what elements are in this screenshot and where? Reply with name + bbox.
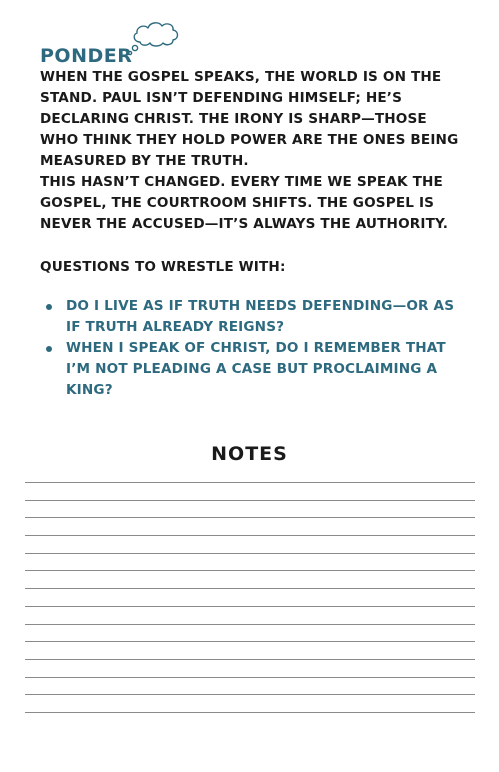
note-line bbox=[25, 712, 475, 713]
note-line bbox=[25, 606, 475, 607]
note-line bbox=[25, 535, 475, 536]
ponder-heading-row bbox=[40, 44, 132, 68]
ponder-paragraph-1: WHEN THE GOSPEL SPEAKS, THE WORLD IS ON THE STAND. PAUL ISN’T DEFENDING HIMSELF; HE’S DECLARING CHRIST. THE IRONY IS SHARP—THOSE WHO THINK THEY HOLD POWER ARE THE ONES BEING MEASURED BY THE TRUTH. bbox=[40, 69, 459, 169]
question-item bbox=[46, 338, 466, 401]
note-line bbox=[25, 553, 475, 554]
note-line bbox=[25, 570, 475, 571]
note-line bbox=[25, 694, 475, 695]
thought-cloud-icon bbox=[126, 18, 182, 58]
note-line bbox=[25, 624, 475, 625]
note-line bbox=[25, 482, 475, 483]
ponder-paragraph-2: THIS HASN’T CHANGED. EVERY TIME WE SPEAK THE GOSPEL, THE COURTROOM SHIFTS. THE GOSPEL IS NEVER THE ACCUSED—IT’S ALWAYS THE AUTHORITY. bbox=[40, 174, 449, 232]
question-text: DO I LIVE AS IF TRUTH NEEDS DEFENDING—OR AS IF TRUTH ALREADY REIGNS? bbox=[66, 298, 455, 335]
note-line bbox=[25, 659, 475, 660]
ponder-body bbox=[40, 67, 470, 235]
notes-lines[interactable] bbox=[25, 482, 475, 730]
bullet-icon bbox=[46, 304, 52, 310]
note-line bbox=[25, 588, 475, 589]
notes-title: NOTES bbox=[211, 443, 288, 465]
questions-list bbox=[46, 296, 466, 401]
question-text: WHEN I SPEAK OF CHRIST, DO I REMEMBER THAT I’M NOT PLEADING A CASE BUT PROCLAIMING A KING? bbox=[66, 340, 446, 398]
note-line bbox=[25, 677, 475, 678]
note-line bbox=[25, 500, 475, 501]
questions-title: QUESTIONS TO WRESTLE WITH: bbox=[40, 259, 286, 275]
note-line bbox=[25, 517, 475, 518]
bullet-icon bbox=[46, 346, 52, 352]
question-item bbox=[46, 296, 466, 338]
note-line bbox=[25, 641, 475, 642]
ponder-heading: PONDER bbox=[40, 45, 133, 67]
